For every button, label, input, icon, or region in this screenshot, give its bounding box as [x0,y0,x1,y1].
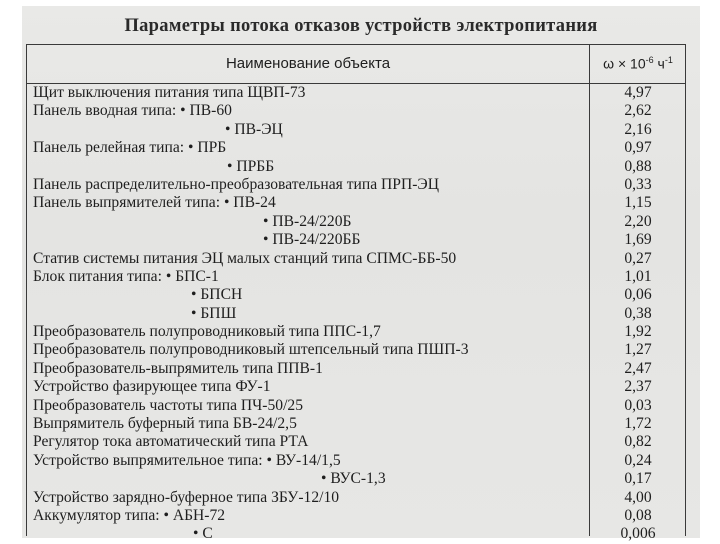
table-row [27,250,685,268]
table-row [27,139,685,157]
failure-rate-value: 1,01 [624,267,652,285]
object-name: Статив системы питания ЭЦ малых станций типа СПМС-ББ-50 [33,249,457,267]
failure-rate-value: 0,88 [624,157,652,175]
object-name: • БПШ [191,304,237,322]
table-row [27,268,685,286]
document-page [22,6,700,543]
table-row [27,231,685,249]
failure-rate-value: 0,06 [624,286,652,304]
object-name: Преобразователь-выпрямитель типа ППВ-1 [33,359,323,377]
failure-rate-value: 2,20 [624,212,652,230]
object-name: Устройство выпрямительное типа: • ВУ-14/1,5 [33,451,341,469]
failure-rate-value: 1,72 [624,415,652,433]
object-name: • ПВ-ЭЦ [225,120,283,138]
table-row [27,507,685,525]
table-row [27,158,685,176]
table-row [27,489,685,507]
table-row [27,433,685,451]
table-row [27,378,685,396]
object-name: Панель выпрямителей типа: • ПВ-24 [33,194,276,212]
failure-rate-value: 0,38 [624,304,652,322]
table-body [27,84,685,544]
object-name: Преобразователь полупроводниковый типа ППС-1,7 [33,323,381,341]
failure-rate-value: 4,97 [624,84,652,101]
object-name: • БПСН [191,286,243,304]
object-name: • ВУС-1,3 [321,470,386,488]
table-row [27,341,685,359]
failure-rate-value: 0,97 [624,139,652,157]
object-name: Аккумулятор типа: • АБН-72 [33,506,226,524]
table-row [27,213,685,231]
header-value-unit: ч [657,55,665,72]
failure-rate-value: 1,15 [624,194,652,212]
table-row [27,102,685,120]
object-name: Панель вводная типа: • ПВ-60 [33,102,232,120]
object-name: • ПВ-24/220Б [263,212,352,230]
object-name: Преобразователь полупроводниковый штепсельный типа ПШП-3 [33,341,469,359]
table-header [27,44,685,84]
table-row [27,121,685,139]
table-row [27,84,685,102]
failure-rate-value: 2,62 [624,102,652,120]
object-name: Панель релейная типа: • ПРБ [33,139,227,157]
header-unit-exponent: -1 [664,55,673,65]
failure-rate-value: 0,08 [624,506,652,524]
object-name: Устройство фазирующее типа ФУ-1 [33,378,271,396]
failure-rate-value: 0,82 [624,433,652,451]
failure-rate-value: 0,03 [624,396,652,414]
failure-rate-value: 1,92 [624,323,652,341]
object-name: Преобразователь частоты типа ПЧ-50/25 [33,396,304,414]
table-row [27,286,685,304]
object-name: • ПРББ [227,157,275,175]
failure-rate-value: 0,33 [624,175,652,193]
object-name: Блок питания типа: • БПС-1 [33,267,219,285]
table-row [27,305,685,323]
failure-rate-value: 2,37 [624,378,652,396]
table-row [27,525,685,543]
table-row [27,470,685,488]
header-object-name: Наименование объекта [225,55,391,72]
table-row [27,415,685,433]
table-row [27,194,685,212]
object-name: Устройство зарядно-буферное типа ЗБУ-12/10 [33,488,340,506]
header-value-prefix: ω × 10 [603,55,646,72]
object-name: Регулятор тока автоматический типа РТА [33,433,309,451]
object-name: • ПВ-24/220ББ [263,231,361,249]
object-name: Щит выключения питания типа ЩВП-73 [33,84,306,101]
failure-rate-value: 1,69 [624,231,652,249]
failure-rate-value: 0,006 [620,525,656,543]
header-value-exponent: -6 [645,55,654,65]
object-name: Панель распределительно-преобразовательная типа ПРП-ЭЦ [33,175,439,193]
failure-rate-value: 4,00 [624,488,652,506]
failure-rate-value: 0,24 [624,451,652,469]
table-row [27,323,685,341]
table-title: Параметры потока отказов устройств электропитания [124,16,598,36]
table-row [27,176,685,194]
failure-rate-value: 1,27 [624,341,652,359]
table-row [27,452,685,470]
header-failure-rate [591,55,685,72]
table-row [27,360,685,378]
failure-rate-value: 0,17 [624,470,652,488]
object-name: • С [193,525,213,543]
failure-rate-table [26,44,686,543]
failure-rate-value: 0,27 [624,249,652,267]
table-row [27,397,685,415]
failure-rate-value: 2,16 [624,120,652,138]
failure-rate-value: 2,47 [624,359,652,377]
object-name: Выпрямитель буферный типа БВ-24/2,5 [33,415,297,433]
